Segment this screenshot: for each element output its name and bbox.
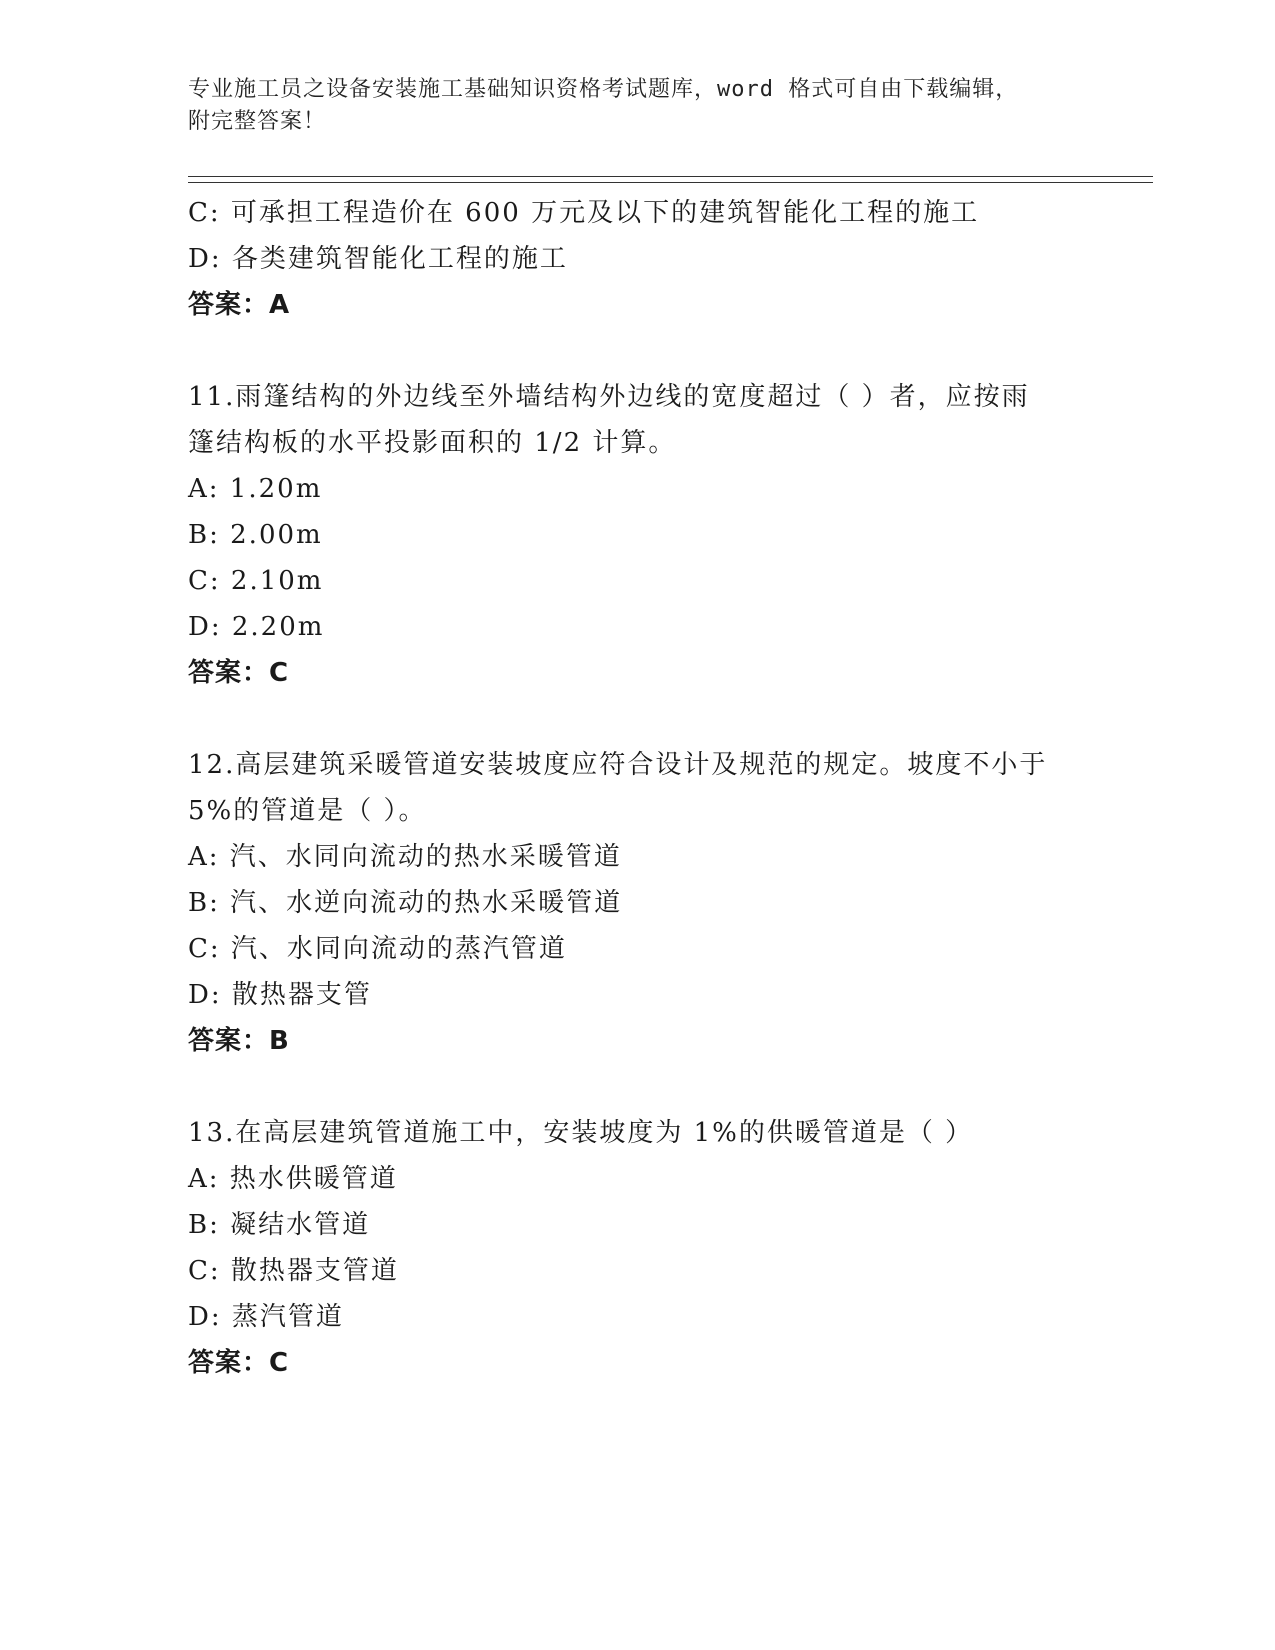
answer-line: 答案：A	[188, 290, 291, 320]
answer-line: 答案：C	[188, 658, 290, 688]
spacer	[188, 696, 1128, 742]
option-d: D: 散热器支管	[188, 980, 372, 1010]
option-c: C: 可承担工程造价在 600 万元及以下的建筑智能化工程的施工	[188, 198, 980, 228]
option-b: B: 2.00m	[188, 520, 323, 550]
question-list	[188, 190, 1128, 1386]
option-a: A: 1.20m	[188, 474, 323, 504]
header-divider-top	[188, 176, 1153, 177]
spacer	[188, 1064, 1128, 1110]
option-a: A: 热水供暖管道	[188, 1164, 398, 1194]
option-d: D: 蒸汽管道	[188, 1302, 344, 1332]
option-d: D: 2.20m	[188, 612, 325, 642]
header-line-2: 附完整答案！	[188, 109, 327, 134]
spacer	[188, 328, 1128, 374]
option-a: A: 汽、水同向流动的热水采暖管道	[188, 842, 622, 872]
question-stem: 13.在高层建筑管道施工中，安装坡度为 1%的供暖管道是（ ）	[188, 1118, 974, 1148]
question-stem: 11.雨篷结构的外边线至外墙结构外边线的宽度超过（ ）者，应按雨	[188, 382, 1030, 412]
option-c: C: 散热器支管道	[188, 1256, 399, 1286]
option-d: D: 各类建筑智能化工程的施工	[188, 244, 568, 274]
header-line-1: 专业施工员之设备安装施工基础知识资格考试题库，word 格式可自由下载编辑，	[188, 77, 1019, 102]
option-c: C: 汽、水同向流动的蒸汽管道	[188, 934, 567, 964]
question-11	[188, 374, 1128, 696]
header-divider-bottom	[188, 182, 1153, 183]
option-b: B: 汽、水逆向流动的热水采暖管道	[188, 888, 623, 918]
answer-line: 答案：C	[188, 1348, 290, 1378]
question-13	[188, 1110, 1128, 1386]
document-header	[188, 74, 1088, 138]
option-b: B: 凝结水管道	[188, 1210, 371, 1240]
question-stem: 5%的管道是（ ）。	[188, 796, 427, 826]
question-10-tail	[188, 190, 1128, 328]
option-c: C: 2.10m	[188, 566, 324, 596]
question-12	[188, 742, 1128, 1064]
question-stem: 12.高层建筑采暖管道安装坡度应符合设计及规范的规定。坡度不小于	[188, 750, 1048, 780]
answer-line: 答案：B	[188, 1026, 290, 1056]
question-stem: 篷结构板的水平投影面积的 1/2 计算。	[188, 428, 677, 458]
